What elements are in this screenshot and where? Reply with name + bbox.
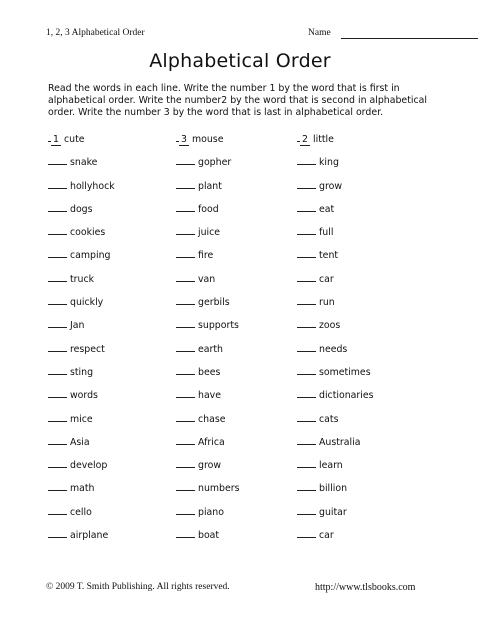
answer-blank[interactable] [176,155,195,165]
website-url: http://www.tlsbooks.com [315,582,416,593]
word-column-1 [48,132,115,551]
word-item [297,505,374,528]
word-item [297,295,374,318]
word-item [297,318,374,341]
word-item [48,342,115,365]
answer-blank[interactable] [297,272,316,282]
answer-blank[interactable] [176,342,195,352]
word-item [176,505,239,528]
word-item [297,272,374,295]
word-item [176,388,239,411]
answer-blank[interactable] [48,342,67,352]
answer-blank[interactable] [48,179,67,189]
answer-blank[interactable] [176,458,195,468]
answer-blank[interactable] [176,225,195,235]
word-label: camping [70,250,111,262]
answer-blank[interactable] [297,202,316,212]
answer-blank[interactable] [176,528,195,538]
answer-blank[interactable] [176,179,195,189]
answer-blank[interactable] [297,318,316,328]
word-label: respect [70,343,105,355]
example-answer [48,132,61,146]
word-item [176,318,239,341]
answer-blank[interactable] [48,458,67,468]
word-item [297,342,374,365]
word-label: piano [198,506,224,518]
word-label: have [198,390,222,402]
word-label: dictionaries [319,390,374,402]
word-item [176,342,239,365]
word-item [176,435,239,458]
word-label: sting [70,366,94,378]
word-label: grow [198,460,222,472]
word-label: develop [70,460,108,472]
word-label: quickly [70,297,104,309]
word-item [176,295,239,318]
word-label: learn [319,460,343,472]
answer-blank[interactable] [297,225,316,235]
copyright-notice: © 2009 T. Smith Publishing. All rights reserved. [46,582,230,592]
answer-blank[interactable] [48,318,67,328]
answer-blank[interactable] [48,365,67,375]
word-item [297,179,374,202]
answer-blank[interactable] [176,505,195,515]
word-item [48,481,115,504]
word-label: boat [198,530,220,542]
word-item [176,179,239,202]
word-label: run [319,297,335,309]
answer-blank[interactable] [48,225,67,235]
answer-blank[interactable] [297,458,316,468]
word-item [48,388,115,411]
answer-blank[interactable] [48,388,67,398]
word-label: juice [198,227,221,239]
word-item [297,248,374,271]
name-label: Name [308,28,331,38]
answer-blank[interactable] [176,435,195,445]
word-item [176,365,239,388]
example-answer [176,132,189,146]
word-item [176,202,239,225]
word-label: mice [70,413,93,425]
word-label: cats [319,413,339,425]
answer-blank[interactable] [176,248,195,258]
word-label: zoos [319,320,341,332]
word-item [297,365,374,388]
word-label: Australia [319,436,361,448]
example-word: little [313,134,334,145]
answer-blank[interactable] [176,272,195,282]
word-item [48,318,115,341]
word-label: car [319,273,334,285]
example-word: mouse [192,134,224,145]
word-item [48,272,115,295]
answer-blank[interactable] [297,412,316,422]
example-number: 2 [300,135,310,146]
word-label: Africa [198,436,225,448]
word-item [176,225,239,248]
word-item [48,458,115,481]
answer-blank[interactable] [297,248,316,258]
word-label: gerbils [198,297,230,309]
word-label: tent [319,250,339,262]
answer-blank[interactable] [176,365,195,375]
answer-blank[interactable] [297,155,316,165]
word-label: full [319,227,334,239]
word-label: guitar [319,506,347,518]
word-item [48,365,115,388]
answer-blank[interactable] [48,505,67,515]
word-label: grow [319,180,343,192]
answer-blank[interactable] [297,435,316,445]
word-item [48,412,115,435]
word-label: food [198,203,219,215]
instructions-text: Read the words in each line. Write the number 1 by the word that is first in alphabetical order. Write the number2 by the word that is second in alphabetical order. Write the number 3 by the word that is last in alphabetical order. [48,83,427,119]
example-answer [297,132,310,146]
word-label: supports [198,320,239,332]
answer-blank[interactable] [297,505,316,515]
word-item [176,458,239,481]
word-item [297,528,374,551]
word-label: billion [319,483,348,495]
word-item [48,505,115,528]
answer-blank[interactable] [297,528,316,538]
word-item [48,295,115,318]
word-label: van [198,273,216,285]
answer-blank[interactable] [297,481,316,491]
word-column-2 [176,132,239,551]
word-label: numbers [198,483,240,495]
word-label: car [319,530,334,542]
example-number: 3 [179,135,189,146]
answer-blank[interactable] [176,295,195,305]
answer-blank[interactable] [48,202,67,212]
word-label: fire [198,250,214,262]
word-label: chase [198,413,226,425]
answer-blank[interactable] [48,155,67,165]
word-item [176,481,239,504]
word-item [176,412,239,435]
word-label: earth [198,343,223,355]
example-item [48,132,115,155]
word-label: airplane [70,530,109,542]
word-item [297,155,374,178]
word-item [297,458,374,481]
word-label: Jan [70,320,85,332]
word-label: bees [198,366,221,378]
word-label: sometimes [319,366,371,378]
worksheet-header [46,28,436,44]
word-column-3 [297,132,374,551]
word-item [297,412,374,435]
answer-blank[interactable] [176,318,195,328]
word-item [48,435,115,458]
answer-blank[interactable] [48,528,67,538]
word-label: math [70,483,95,495]
answer-blank[interactable] [48,412,67,422]
word-label: gopher [198,157,232,169]
answer-blank[interactable] [297,342,316,352]
word-item [297,481,374,504]
word-item [48,202,115,225]
example-item [297,132,374,155]
word-item [176,248,239,271]
word-item [48,155,115,178]
word-item [297,225,374,248]
answer-blank[interactable] [48,295,67,305]
answer-blank[interactable] [297,179,316,189]
answer-blank[interactable] [176,202,195,212]
word-item [176,155,239,178]
answer-blank[interactable] [297,388,316,398]
answer-blank[interactable] [297,365,316,375]
word-label: snake [70,157,98,169]
answer-blank[interactable] [176,388,195,398]
word-item [176,272,239,295]
word-label: cookies [70,227,106,239]
word-item [48,225,115,248]
word-label: dogs [70,203,93,215]
word-label: truck [70,273,95,285]
example-word: cute [64,134,85,145]
word-label: hollyhock [70,180,115,192]
example-number: 1 [51,135,61,146]
worksheet-header-title: 1, 2, 3 Alphabetical Order [46,28,145,38]
word-item [297,202,374,225]
answer-blank[interactable] [297,295,316,305]
name-line [341,38,478,39]
word-label: needs [319,343,348,355]
word-label: king [319,157,339,169]
word-label: cello [70,506,92,518]
answer-blank[interactable] [48,248,67,258]
word-item [297,388,374,411]
word-item [297,435,374,458]
answer-blank[interactable] [176,481,195,491]
word-label: words [70,390,98,402]
answer-blank[interactable] [176,412,195,422]
word-label: Asia [70,436,90,448]
word-item [48,528,115,551]
word-label: eat [319,203,335,215]
word-item [48,179,115,202]
answer-blank[interactable] [48,435,67,445]
page-title: Alphabetical Order [149,50,331,72]
example-item [176,132,239,155]
word-label: plant [198,180,222,192]
word-item [176,528,239,551]
answer-blank[interactable] [48,481,67,491]
answer-blank[interactable] [48,272,67,282]
word-item [48,248,115,271]
